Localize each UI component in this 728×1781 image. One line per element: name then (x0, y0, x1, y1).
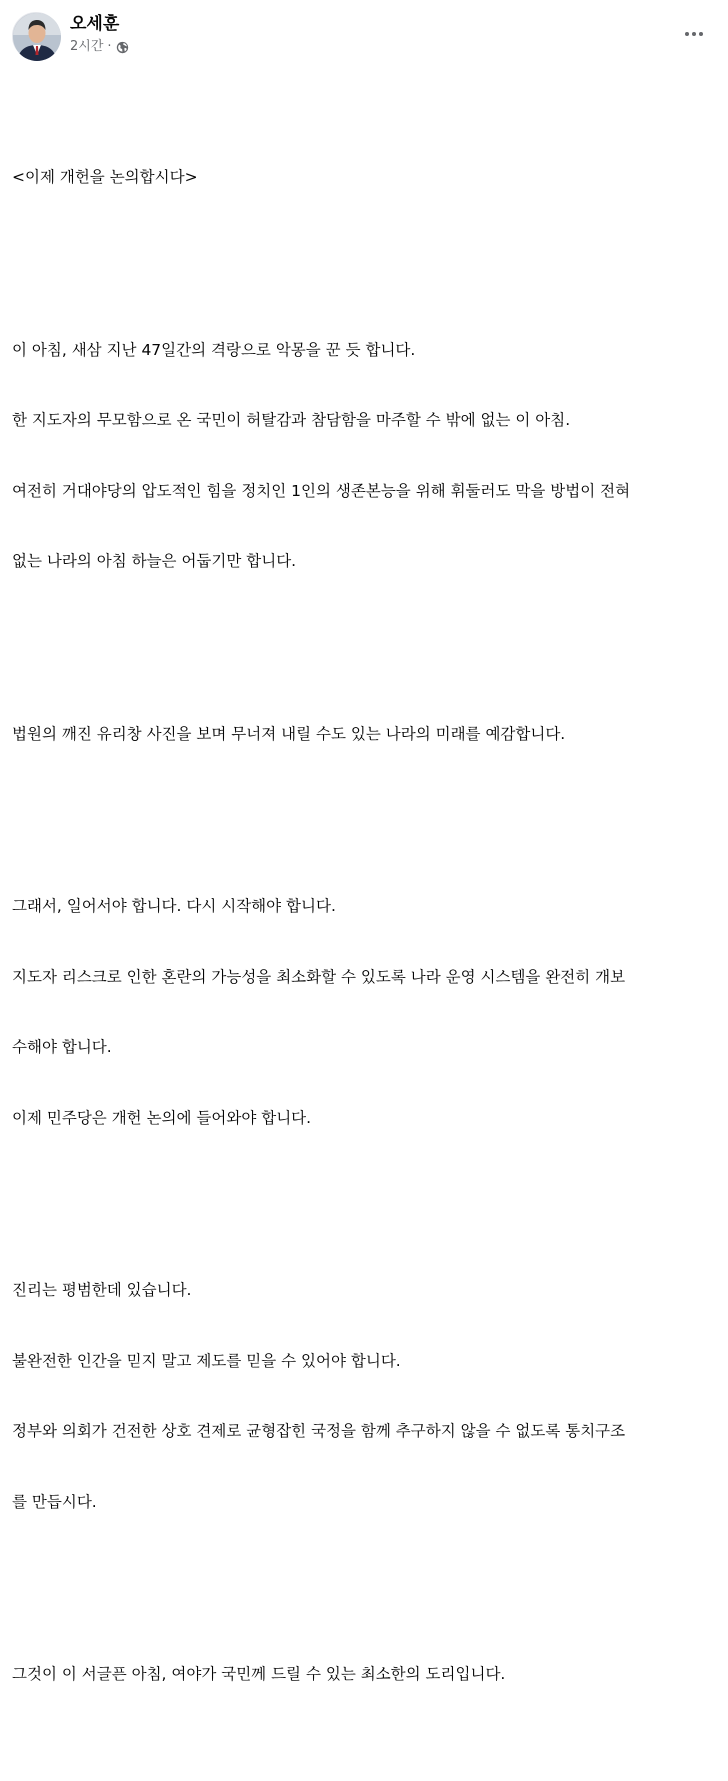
post-line: 를 만듭시다. (12, 1492, 97, 1511)
post-line: 이제 민주당은 개헌 논의에 들어와야 합니다. (12, 1108, 312, 1127)
post-paragraph (12, 292, 722, 621)
post-paragraph (12, 1616, 722, 1734)
meta-separator: · (107, 39, 112, 54)
more-options-button[interactable] (676, 16, 712, 52)
post-line: 여전히 거대야당의 압도적인 힘을 정치인 1인의 생존본능을 위해 휘둘러도 막을 방법이 전혀 (12, 481, 631, 500)
post-line: 한 지도자의 무모함으로 온 국민이 허탈감과 참담함을 마주할 수 밖에 없는 이 아침. (12, 411, 571, 429)
post-line: 불완전한 인간을 믿지 말고 제도를 믿을 수 있어야 합니다. (12, 1351, 401, 1370)
avatar-image (13, 13, 61, 61)
post-paragraph (12, 676, 722, 794)
post-line: 수해야 합니다. (12, 1038, 112, 1056)
post-line: 진리는 평범한데 있습니다. (12, 1281, 192, 1299)
author-name[interactable]: 오세훈 (70, 14, 120, 34)
avatar[interactable] (12, 12, 60, 60)
post-paragraph (12, 119, 722, 237)
post-line: 지도자 리스크로 인한 혼란의 가능성을 최소화할 수 있도록 나라 운영 시스템을 완전히 개보 (12, 967, 626, 986)
post-line: 법원의 깨진 유리창 사진을 보며 무너져 내릴 수도 있는 나라의 미래를 예감합니다. (12, 724, 566, 743)
post-paragraph (12, 1232, 722, 1561)
post-line: 정부와 의회가 건전한 상호 견제로 균형잡힌 국정을 함께 추구하지 않을 수 없도록 통치구조 (12, 1422, 626, 1440)
more-horizontal-icon (685, 32, 703, 36)
post-meta (70, 39, 129, 55)
globe-icon[interactable] (116, 41, 129, 54)
post-line: 그래서, 일어서야 합니다. 다시 시작해야 합니다. (12, 897, 336, 915)
post-line: <이제 개헌을 논의합시다> (12, 168, 198, 186)
post-line: 없는 나라의 아침 하늘은 어둡기만 합니다. (12, 552, 297, 570)
post-timestamp[interactable]: 2시간 (70, 39, 104, 54)
post-line: 이 아침, 새삼 지난 47일간의 격랑으로 악몽을 꾼 듯 합니다. (12, 340, 416, 359)
post-header (12, 12, 716, 64)
post-line: 그것이 이 서글픈 아침, 여야가 국민께 드릴 수 있는 최소한의 도리입니다. (12, 1665, 506, 1683)
post-body (12, 72, 722, 1781)
post-paragraph (12, 848, 722, 1177)
